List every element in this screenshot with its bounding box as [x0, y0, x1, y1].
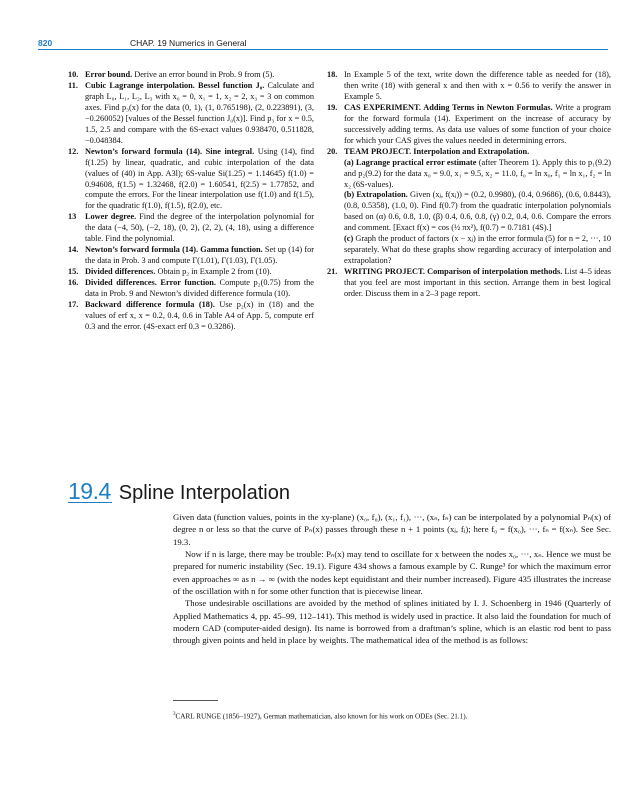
problem-number: 17. [68, 300, 79, 310]
problem-body: Calculate and graph L₀, L₁, L₂, L₃ with x₀ = 0, x₁ = 1, x₂ = 2, x₃ = 3 on common axes. Find p₃(x) for the data (0, 1), (1, 0.765198), (2, 0.223891), (3, −0.260052) [values of the Bessel function J₀(x)]. Find p₃ for x = 0.5, 1.5, 2.5 and compare with the 6S-exact values 0.938470, 0.511828, −0.048384. [85, 80, 314, 145]
problem-19 [327, 103, 611, 147]
problem-body: Using (14), find f(1.25) by linear, quadratic, and cubic interpolation of the data (values of (40) in App. A3l); 6S-value Si(1.25) = 1.14645) f(1.0) = 0.94608, f(1.5) = 1.32468, f(2.0) = 1.60541, f(2.5) = 1.77852, and compute the errors. For the linear interpolation use f(1.0) and f(1.5), for the quadratic f(1.0), f(1.5), f(2.0), etc. [85, 146, 314, 211]
subpart-a [344, 158, 611, 191]
problem-14 [68, 245, 314, 267]
problem-title: Newton’s forward formula (14). Sine integral. [85, 146, 255, 156]
footnote-mark: 3 [173, 712, 176, 717]
subpart-title: (a) Lagrange practical error estimate [344, 157, 477, 167]
problem-title: Lower degree. [85, 212, 137, 222]
subpart-title: (b) Extrapolation. [344, 190, 408, 200]
problem-20 [327, 147, 611, 267]
left-problem-column [68, 70, 314, 333]
problem-body: Derive an error bound in Prob. 9 from (5). [132, 70, 275, 79]
problem-body: Obtain p₂ in Example 2 from (10). [155, 267, 272, 277]
problem-body: Set up (14) for the data in Prob. 3 and compute Γ(1.01), Γ(1.03), Γ(1.05). [85, 245, 314, 266]
problem-body: Compute p₂(0.75) from the data in Prob. 9 and Newton’s divided difference formula (10). [85, 278, 314, 299]
problem-title: Divided differences. Error function. [85, 278, 216, 288]
problem-number: 21. [327, 267, 338, 277]
page-number: 820 [38, 38, 53, 48]
problem-title: Newton’s forward formula (14). Gamma function. [85, 245, 263, 255]
problem-title: CAS EXPERIMENT. Adding Terms in Newton Formulas. [344, 102, 553, 112]
problem-number: 19. [327, 102, 338, 112]
problem-10 [68, 70, 314, 81]
subpart-body: Graph the product of factors (x − xⱼ) in the error formula (5) for n = 2, ···, 10 separately. What do these graphs show regarding accuracy of interpolation and extrapolation? [344, 234, 611, 266]
problem-number: 16. [68, 278, 79, 288]
header-rule [38, 49, 608, 50]
footnote-rule [173, 700, 218, 701]
right-problem-column [327, 70, 611, 300]
problem-title: TEAM PROJECT. Interpolation and Extrapolation. [344, 146, 530, 156]
problem-number: 14. [68, 245, 79, 255]
problem-18 [327, 70, 611, 103]
problem-11 [68, 81, 314, 147]
problem-number: 20. [327, 146, 338, 156]
problem-number: 10. [68, 70, 79, 79]
problem-body: List 4–5 ideas that you feel are most important in this section. Arrange them in best logical order. Discuss them in a 2–3 page report. [344, 267, 611, 299]
problem-12 [68, 147, 314, 213]
body-paragraph: Given data (function values, points in the xy-plane) (x₀, f₀), (x₁, f₁), ···, (xₙ, fₙ) can be interpolated by a polynomial Pₙ(x) of degree n or less so that the curve of Pₙ(x) passes through these n + 1 points (xⱼ, fⱼ); here f₀ = f(x₀), ···, fₙ = f(xₙ). See Sec. 19.3. [173, 512, 611, 547]
section-underline [68, 502, 112, 503]
problem-21 [327, 267, 611, 300]
problem-body: Use p₂(x) in (18) and the values of erf x, x = 0.2, 0.4, 0.6 in Table A4 of App. 5, compute erf 0.3 and the error. (4S-exact erf 0.3 = 0.3286). [85, 300, 314, 331]
section-body [173, 511, 611, 647]
subpart-body: (after Theorem 1). Apply this to p₁(9.2) and p₂(9.2) for the data x₀ = 9.0, x₁ = 9.5, x₂ = 11.0, f₀ = ln x₀, f₁ = ln x₁, f₂ = ln x₂ (6S-values). [344, 157, 611, 189]
section-number: 19.4 [68, 478, 111, 504]
subpart-c [344, 234, 611, 267]
section-title: Spline Interpolation [118, 482, 290, 504]
body-paragraph: Now if n is large, there may be trouble: Pₙ(x) may tend to oscillate for x between the nodes x₀, ···, xₙ. Hence we must be prepared for numeric instability (Sec. 19.1). Figure 434 shows a famous example by C. Runge³ for which the maximum error even approaches ∞ as n → ∞ (with the nodes kept equidistant and their number increased). Figure 435 illustrates the increase of the oscillation with n for some other function that is piecewise linear. [173, 549, 611, 597]
problem-number: 18. [327, 70, 338, 79]
footnote-text: CARL RUNGE (1856–1927), German mathematician, also known for his work on ODEs (Sec. 21.1). [175, 712, 468, 721]
body-paragraph: Those undesirable oscillations are avoided by the method of splines initiated by I. J. Schoenberg in 1946 (Quarterly of Applied Mathematics 4, pp. 45–99, 112–141). This method is widely used in practice. It also laid the foundation for much of modern CAD (computer-aided design). Its name is borrowed from a draftman’s spline, which is an elastic rod bent to pass through given points and held in place by weights. The mathematical idea of the method is as follows: [173, 598, 611, 646]
problem-17 [68, 300, 314, 333]
subpart-title: (c) [344, 234, 354, 244]
problem-title: Divided differences. [85, 267, 156, 277]
problem-13 [68, 212, 314, 245]
section-heading [68, 478, 290, 505]
problem-number: 12. [68, 146, 79, 156]
subpart-b [344, 190, 611, 234]
subpart-body: Given (xⱼ, f(xⱼ)) = (0.2, 0.9980), (0.4, 0.9686), (0.6, 0.8443), (0.8, 0.5358), (1.0, 0). Find f(0.7) from the quadratic interpolation polynomials based on (α) 0.6, 0.8, 1.0, (β) 0.4, 0.6, 0.8, (γ) 0.2, 0.4, 0.6. Compare the errors and comment. [Exact f(x) = cos (½ πx²), f(0.7) = 0.7181 (4S).] [344, 190, 611, 233]
problem-number: 11. [68, 80, 78, 90]
problem-16 [68, 278, 314, 300]
problem-number: 15. [68, 267, 79, 277]
problem-number: 13 [68, 212, 77, 222]
page-header [38, 14, 608, 48]
problem-title: Cubic Lagrange interpolation. Bessel function J₀. [85, 80, 265, 90]
problem-body: Write a program for the forward formula (14). Experiment on the increase of accuracy by successively adding terms. As data use values of some function of your choice for which your CAS gives the values needed in determining errors. [344, 102, 611, 145]
chapter-title: CHAP. 19 Numerics in General [130, 38, 247, 48]
problem-title: Error bound. [85, 70, 133, 79]
problem-body: Find the degree of the interpolation polynomial for the data (−4, 50), (−2, 18), (0, 2), (2, 2), (4, 18), using a difference table. Find the polynomial. [85, 212, 314, 244]
footnote [173, 712, 611, 720]
problem-title: Backward difference formula (18). [85, 300, 215, 310]
problem-body: In Example 5 of the text, write down the difference table as needed for (18), then write (18) with general x and then with x = 0.56 to verify the answer in Example 5. [344, 70, 611, 101]
problem-15 [68, 267, 314, 278]
problem-title: WRITING PROJECT. Comparison of interpolation methods. [344, 267, 563, 277]
